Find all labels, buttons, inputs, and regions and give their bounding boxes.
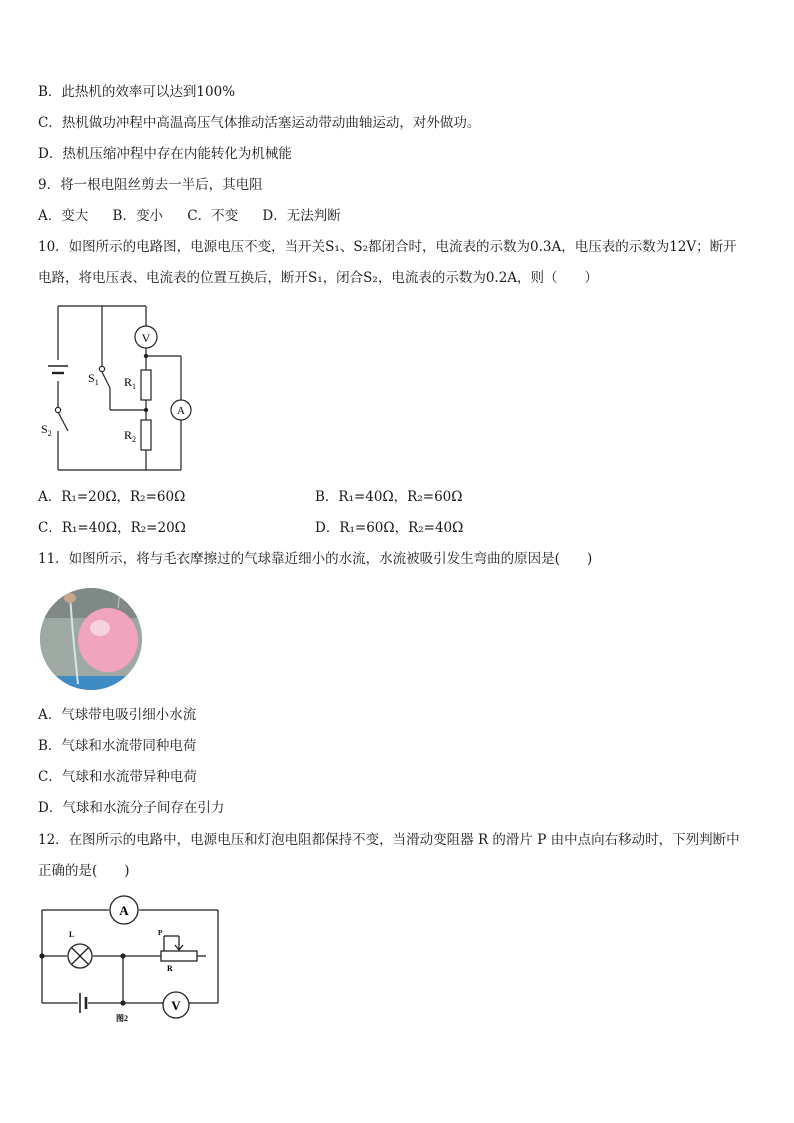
q10-option-b: B．R₁=40Ω，R₂=60Ω <box>315 489 463 505</box>
q10-stem-line1: 10．如图所示的电路图，电源电压不变，当开关S₁、S₂都闭合时，电流表的示数为0.3A，电压表的示数为12V；断开 <box>38 239 737 255</box>
q10-r2-label: $R_2$ <box>124 428 137 444</box>
q11-option-d: D．气球和水流分子间存在引力 <box>38 800 225 816</box>
q9-option-a: A．变大 <box>38 208 89 224</box>
q10-option-a: A．R₁=20Ω，R₂=60Ω <box>38 489 186 505</box>
q12-stem-line2: 正确的是( ) <box>38 863 130 879</box>
q9-option-b: B．变小 <box>112 208 163 224</box>
q12-lamp-label: L <box>69 930 75 939</box>
q10-stem-line2: 电路，将电压表、电流表的位置互换后，断开S₁，闭合S₂，电流表的示数为0.2A，则（ ） <box>38 270 599 286</box>
q11-stem: 11．如图所示，将与毛衣摩擦过的气球靠近细小的水流，水流被吸引发生弯曲的原因是( ) <box>38 551 593 567</box>
q12-stem-line1: 12．在图所示的电路中，电源电压和灯泡电阻都保持不变，当滑动变阻器 R 的滑片 P 由中点向右移动时，下列判断中 <box>38 832 740 848</box>
balloon-water-photo <box>40 588 142 690</box>
q8-option-c: C．热机做功冲程中高温高压气体推动活塞运动带动曲轴运动，对外做功。 <box>38 115 481 131</box>
q11-option-a: A．气球带电吸引细小水流 <box>38 707 197 723</box>
q10-s1-label: $S_1$ <box>88 371 99 387</box>
q12-figure-caption: 图2 <box>116 1014 128 1023</box>
q9-options <box>38 207 361 225</box>
q9-option-d: D．无法判断 <box>262 208 341 224</box>
q10-r1-label: $R_1$ <box>124 375 137 391</box>
q8-option-d: D．热机压缩冲程中存在内能转化为机械能 <box>38 146 292 162</box>
q9-option-c: C．不变 <box>187 208 239 224</box>
q12-rheostat-label: R <box>167 964 173 973</box>
q10-s2-label: $S_2$ <box>41 422 52 438</box>
q8-option-b: B．此热机的效率可以达到100% <box>38 84 236 100</box>
q12-circuit-diagram <box>36 893 226 1028</box>
q10-voltmeter-label: V <box>141 331 151 345</box>
q11-option-b: B．气球和水流带同种电荷 <box>38 738 197 754</box>
q10-circuit-diagram <box>36 300 206 475</box>
q10-ammeter-label: A <box>177 405 185 417</box>
q12-ammeter-label: A <box>119 903 129 918</box>
q10-option-d: D．R₁=60Ω，R₂=40Ω <box>315 520 464 536</box>
q12-slider-label: P <box>158 929 163 937</box>
q12-voltmeter-label: V <box>171 998 181 1013</box>
q11-option-c: C．气球和水流带异种电荷 <box>38 769 197 785</box>
q9-stem: 9．将一根电阻丝剪去一半后，其电阻 <box>38 177 263 193</box>
q10-option-c: C．R₁=40Ω，R₂=20Ω <box>38 520 186 536</box>
